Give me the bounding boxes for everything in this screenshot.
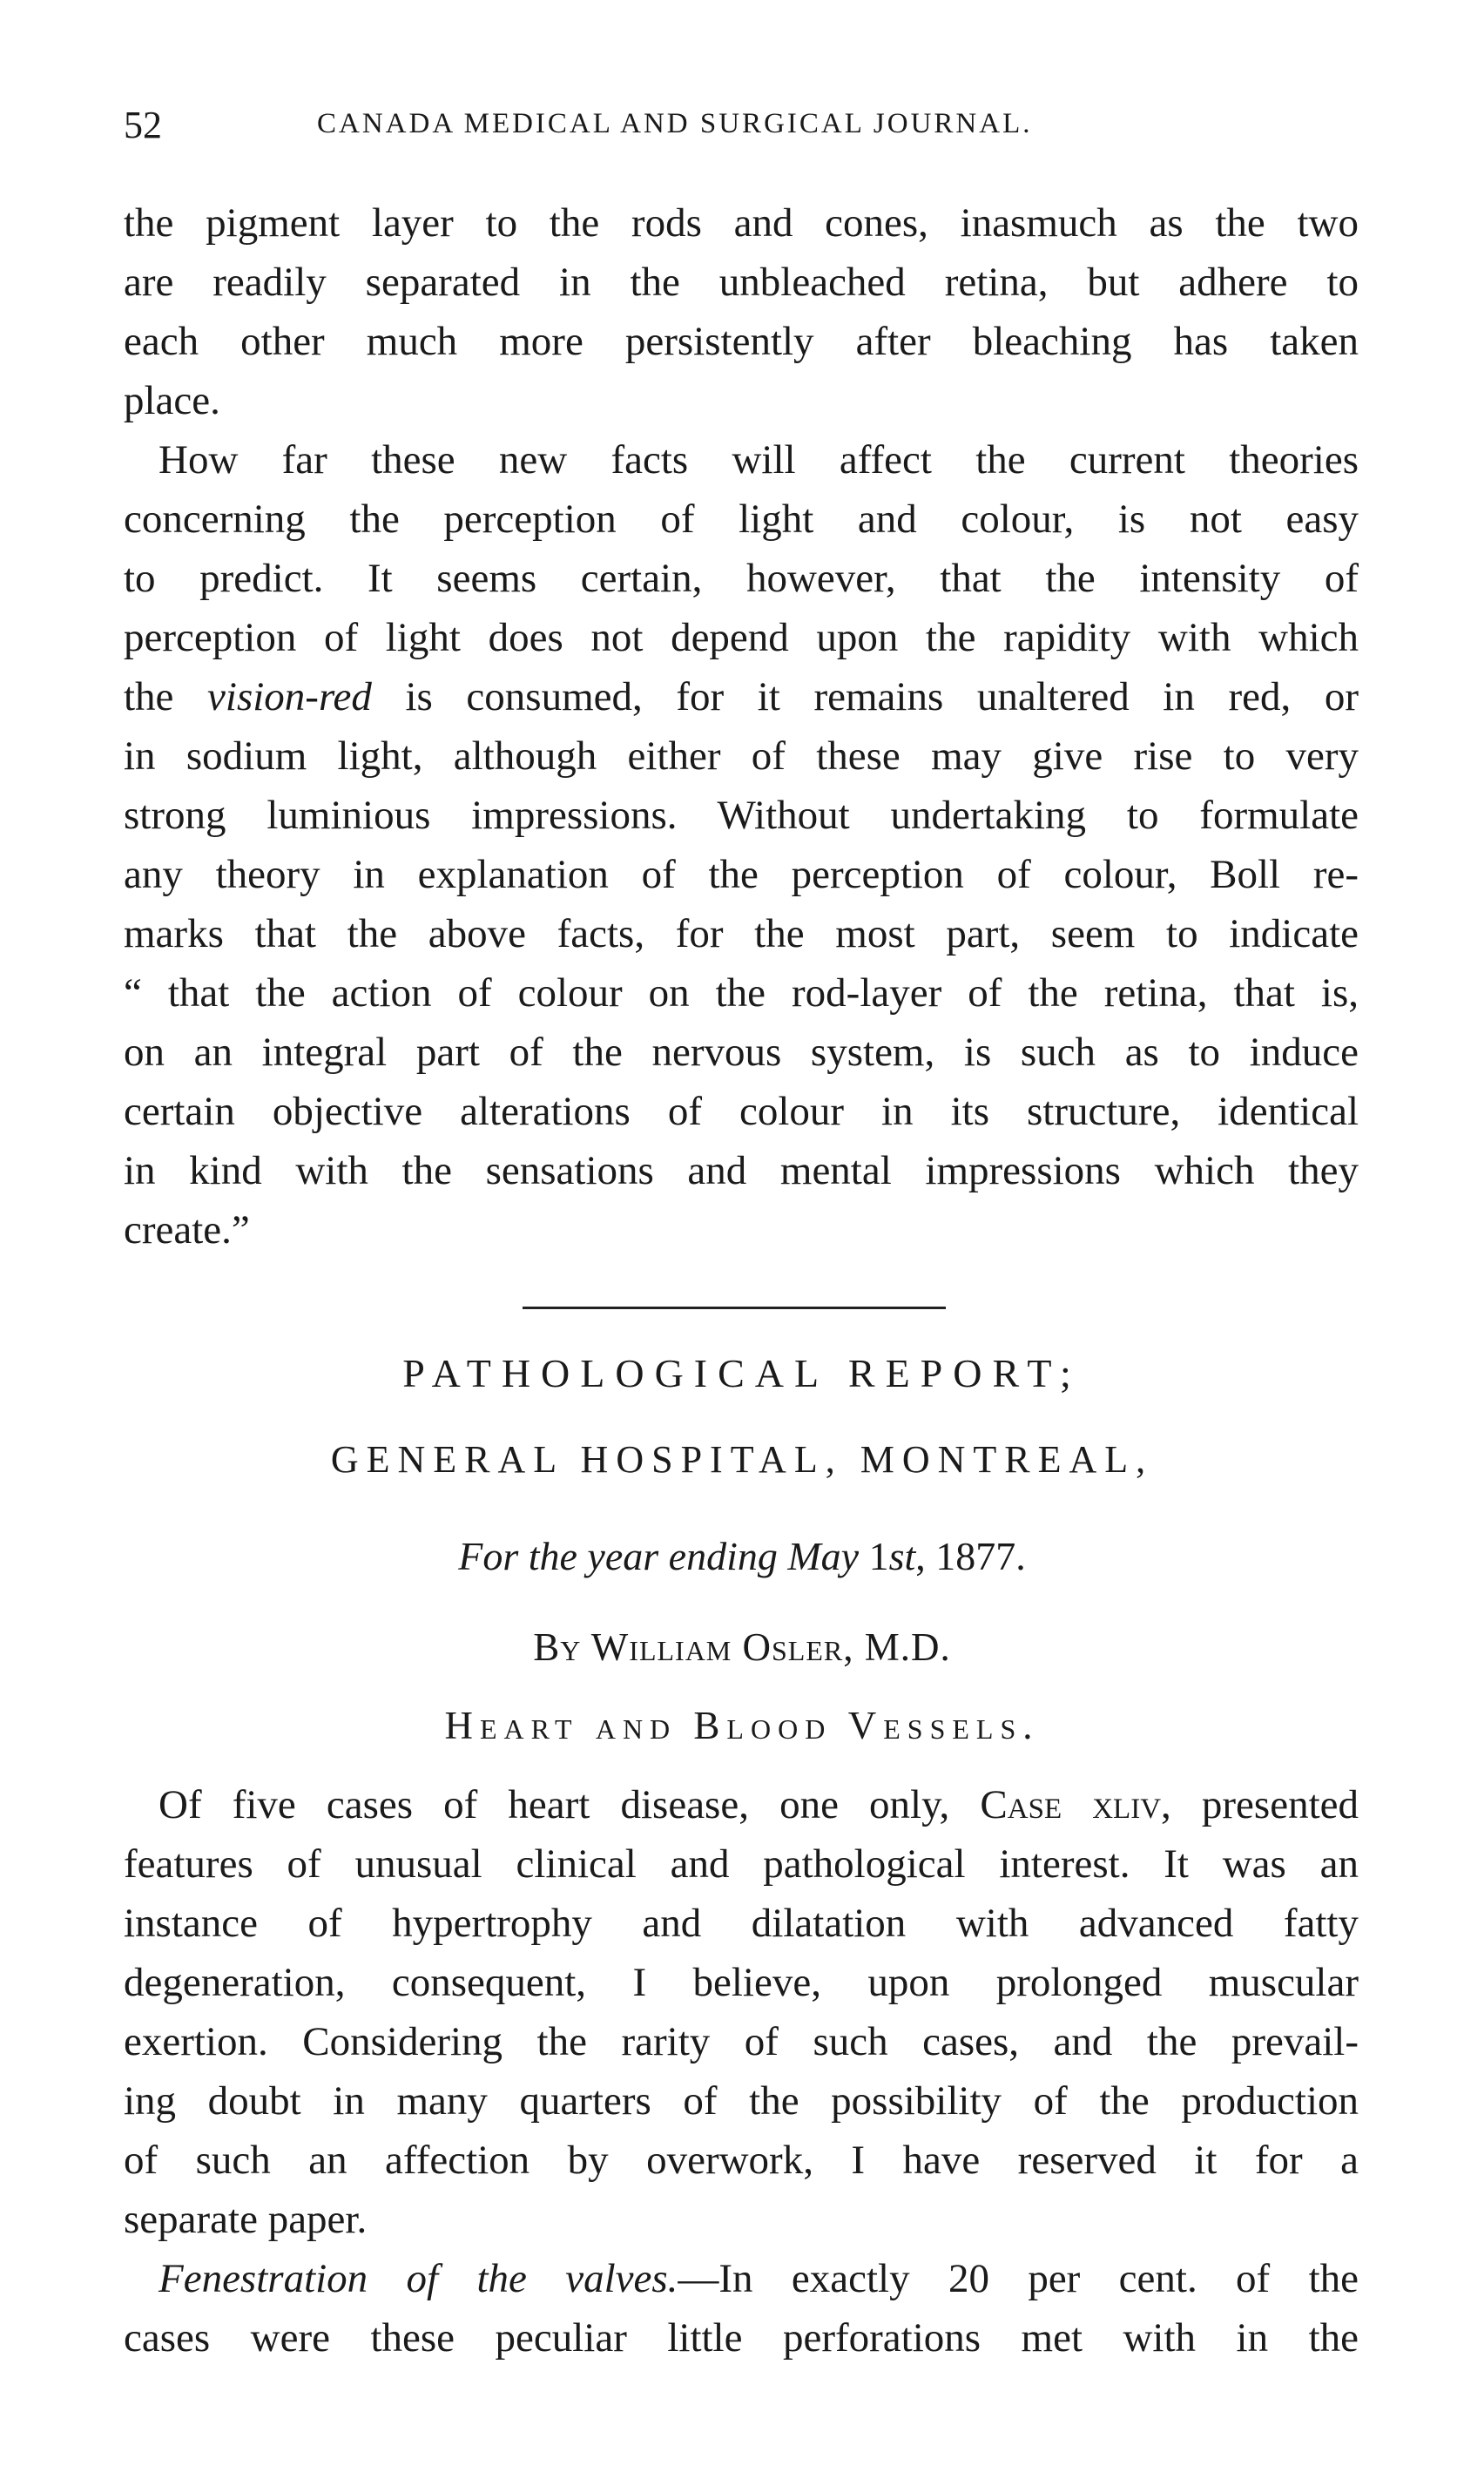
text-line: on an integral part of the nervous system, is such as to induce [124,1030,1359,1075]
paragraph-colour-theories [124,430,1359,1260]
year-line-italic: For the year ending May [458,1534,860,1578]
text-span: —In exactly 20 per cent. of the [678,2256,1359,2301]
paragraph-heart-disease [124,1775,1359,2249]
text-line: place. [124,378,220,423]
text-line: marks that the above facts, for the most part, seem to indicate [124,911,1359,956]
text-line: instance of hypertrophy and dilatation with advanced fatty [124,1901,1359,1946]
text-line: features of unusual clinical and pathological interest. It was an [124,1841,1359,1887]
text-line: How far these new facts will affect the current theories [159,437,1359,483]
text-line: to predict. It seems certain, however, that the intensity of [124,556,1359,601]
text-span: , presented [1161,1782,1359,1827]
report-title: PATHOLOGICAL REPORT; [402,1351,1082,1395]
paragraph-fenestration [124,2249,1359,2368]
text-line: each other much more persistently after bleaching has taken [124,319,1359,364]
section-heading: Heart and Blood Vessels. [444,1704,1040,1747]
text-line [124,667,1359,726]
text-line: in kind with the sensations and mental impressions which they [124,1148,1359,1193]
year-line-day: 1 [859,1534,889,1578]
text-line: strong luminious impressions. Without undertaking to formulate [124,793,1359,838]
journal-title: CANADA MEDICAL AND SURGICAL JOURNAL. [317,108,1033,139]
case-reference: Case xliv [980,1782,1162,1827]
text-line: “ that the action of colour on the rod-layer of the retina, that is, [124,970,1359,1016]
italic-subheading: Fenestration of the valves. [159,2256,678,2301]
text-line: create.” [124,1207,250,1253]
text-line: of such an affection by overwork, I have reserved it for a [124,2138,1359,2183]
text-line: cases were these peculiar little perforations met with in the [124,2315,1359,2361]
text-line: are readily separated in the unbleached retina, but adhere to [124,260,1359,305]
text-line: perception of light does not depend upon the rapidity with which [124,615,1359,660]
running-head [124,103,1353,155]
author-byline: By William Osler, M.D. [533,1625,951,1669]
text-line: any theory in explanation of the perception of colour, Boll re- [124,852,1359,897]
text-span: the [124,674,208,719]
hospital-heading: GENERAL HOSPITAL, MONTREAL, [330,1438,1154,1481]
text-line: concerning the perception of light and colour, is not easy [124,496,1359,542]
section-divider [523,1307,946,1309]
paragraph-retina-bleaching [124,193,1359,430]
text-line: degeneration, consequent, I believe, upon prolonged muscular [124,1960,1359,2005]
text-line: in sodium light, although either of these may give rise to very [124,733,1359,779]
text-line: the pigment layer to the rods and cones, inasmuch as the two [124,200,1359,246]
text-line [124,1775,1359,1834]
page-number: 52 [124,104,162,146]
italic-term: vision-red [207,674,372,719]
report-year-line [0,1533,1484,1579]
year-line-ordinal: st [888,1534,916,1578]
text-span: Of five cases of heart disease, one only, [159,1782,981,1827]
text-line: ing doubt in many quarters of the possibility of the production [124,2078,1359,2124]
year-line-year: , 1877. [915,1534,1026,1578]
text-span: is consumed, for it remains unaltered in red, or [371,674,1359,719]
text-line: certain objective alterations of colour in its structure, identical [124,1089,1359,1134]
text-line: separate paper. [124,2197,368,2242]
text-line [124,2249,1359,2308]
text-line: exertion. Considering the rarity of such cases, and the prevail- [124,2019,1359,2064]
